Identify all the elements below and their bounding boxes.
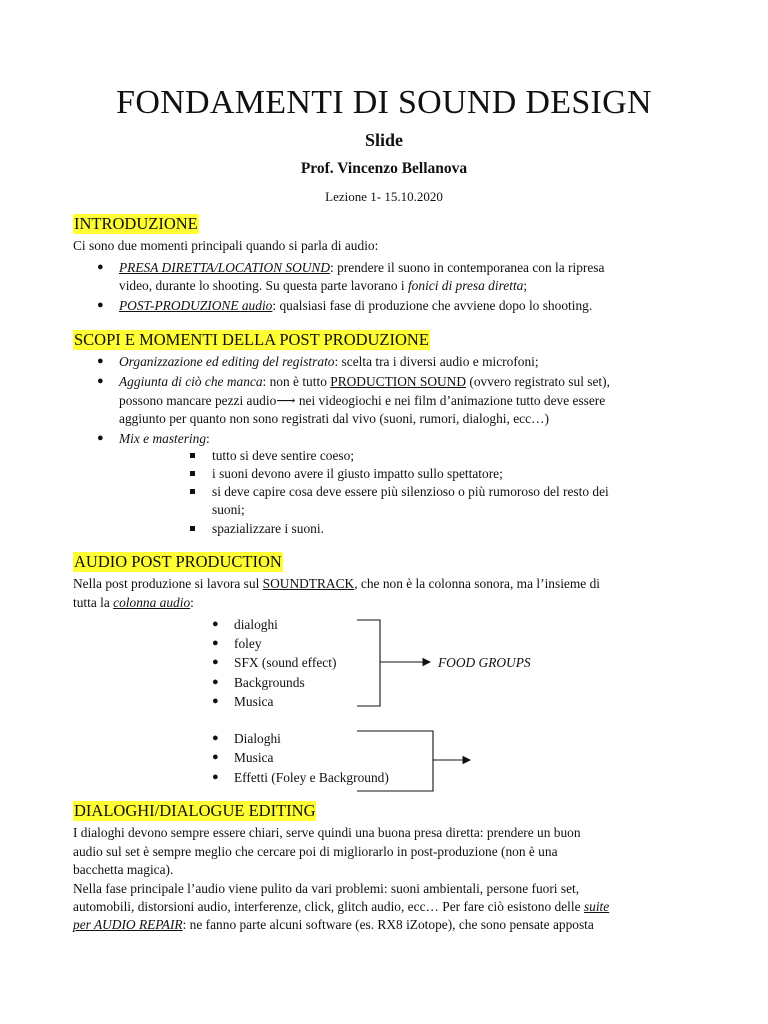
post-line-1: Nella post produzione si lavora sul SOUNDTRACK, che non è la colonna sonora, ma l’insieme di: [73, 576, 600, 591]
heading-introduzione: INTRODUZIONE: [74, 214, 198, 233]
food-groups-label: FOOD GROUPS: [438, 655, 531, 670]
bullet-icon: ●: [97, 375, 104, 387]
list2-item: Dialoghi: [234, 731, 281, 746]
scopi-bullet-1: Organizzazione ed editing del registrato: scelta tra i diversi audio e microfoni;: [119, 354, 539, 369]
mix-sub-1: tutto si deve sentire coeso;: [212, 448, 355, 463]
mix-sub-3-line2: suoni;: [212, 502, 245, 517]
bracket-1: [357, 620, 430, 706]
heading-audio-post: AUDIO POST PRODUCTION: [74, 552, 282, 571]
list1-item: SFX (sound effect): [234, 655, 337, 670]
intro-bullet-1-line2: video, durante lo shooting. Su questa parte lavorano i fonici di presa diretta;: [119, 278, 528, 293]
bullet-icon: ●: [212, 676, 219, 688]
dialoghi-line-3: bacchetta magica).: [73, 862, 174, 877]
document-subtitle: Slide: [364, 130, 403, 150]
scopi-bullet-2-line2: possono mancare pezzi audio⟶ nei videogiochi e nei film d’animazione tutto deve essere: [119, 393, 606, 408]
bullet-icon: ●: [212, 771, 219, 783]
mix-sub-3: si deve capire cosa deve essere più silenzioso o più rumoroso del resto dei: [212, 484, 609, 499]
list1-item: Backgrounds: [234, 675, 305, 690]
bracket-2: [357, 731, 470, 791]
scopi-bullet-2: Aggiunta di ciò che manca: non è tutto PRODUCTION SOUND (ovvero registrato sul set),: [119, 374, 610, 389]
mix-sub-2: i suoni devono avere il giusto impatto sullo spettatore;: [212, 466, 503, 481]
scopi-bullet-3: Mix e mastering:: [119, 431, 210, 446]
bullet-icon: ●: [212, 637, 219, 649]
list1-item: Musica: [234, 694, 274, 709]
bullet-icon: ●: [212, 732, 219, 744]
dialoghi-line-5: automobili, distorsioni audio, interferenze, click, glitch audio, ecc… Per fare ciò esistono delle suite: [73, 899, 610, 914]
bullet-icon: ●: [212, 618, 219, 630]
intro-bullet-2: POST-PRODUZIONE audio: qualsiasi fase di produzione che avviene dopo lo shooting.: [119, 298, 593, 313]
heading-dialoghi: DIALOGHI/DIALOGUE EDITING: [74, 801, 316, 820]
document-title: FONDAMENTI DI SOUND DESIGN: [116, 84, 652, 121]
dialoghi-line-2: audio sul set è sempre meglio che cercare poi di migliorarlo in post-produzione (non è una: [73, 844, 558, 859]
bullet-icon: ●: [212, 751, 219, 763]
dialoghi-line-6: per AUDIO REPAIR: ne fanno parte alcuni software (es. RX8 iZotope), che sono pensate apposta: [73, 917, 594, 932]
dialoghi-line-4: Nella fase principale l’audio viene pulito da vari problemi: suoni ambientali, persone fuori set,: [73, 881, 580, 896]
lesson-date: Lezione 1- 15.10.2020: [325, 189, 443, 204]
post-line-2: tutta la colonna audio:: [73, 595, 194, 610]
bullet-icon: ●: [97, 355, 104, 367]
scopi-bullet-2-line3: aggiunto per quanto non sono registrati dal vivo (suoni, rumori, dialoghi, ecc…): [119, 411, 549, 426]
bullet-icon: ●: [97, 299, 104, 311]
intro-bullet-1: PRESA DIRETTA/LOCATION SOUND: prendere il suono in contemporanea con la ripresa: [119, 260, 605, 275]
intro-lead: Ci sono due momenti principali quando si parla di audio:: [73, 238, 379, 253]
list1-item: dialoghi: [234, 617, 278, 632]
bullet-icon: ●: [212, 695, 219, 707]
list2-item: Effetti (Foley e Background): [234, 770, 389, 785]
list1-item: foley: [234, 636, 262, 651]
dialoghi-line-1: I dialoghi devono sempre essere chiari, serve quindi una buona presa diretta: prendere un buon: [73, 825, 581, 840]
bullet-icon: ●: [212, 656, 219, 668]
mix-sub-4: spazializzare i suoni.: [212, 521, 324, 536]
bullet-icon: ●: [97, 432, 104, 444]
heading-scopi: SCOPI E MOMENTI DELLA POST PRODUZIONE: [74, 330, 429, 349]
bullet-icon: ●: [97, 261, 104, 273]
professor-name: Prof. Vincenzo Bellanova: [300, 160, 468, 177]
list2-item: Musica: [234, 750, 274, 765]
